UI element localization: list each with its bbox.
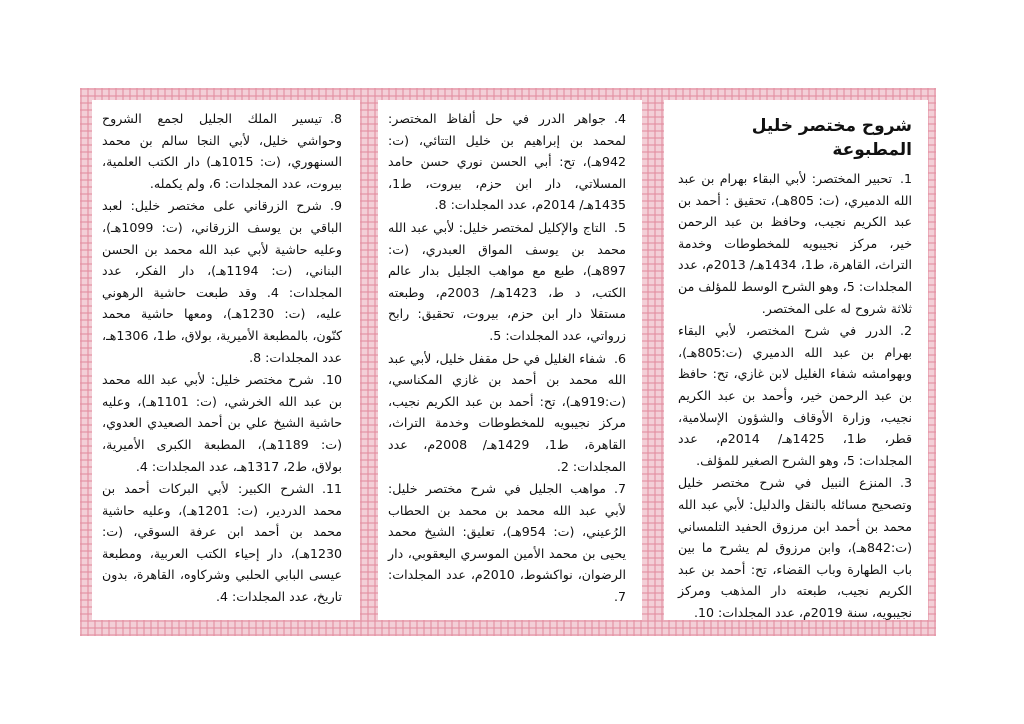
entry-4 bbox=[388, 108, 626, 216]
entry-text: الشرح الكبير: لأبي البركات أحمد بن محمد الدردير، (ت: 1201هـ)، وعليه حاشية محمد بن أحمد ابن عرفة السوقي، (ت: 1230هـ)، دار إحياء الكتب العربية، ومطبعة عيسى البابي الحلبي وشركاوه، القاهرة، بدون تاريخ، عدد المجلدات: 4. bbox=[102, 481, 343, 605]
document-title: شروح مختصر خليل المطبوعة bbox=[751, 116, 912, 160]
entry-7 bbox=[388, 478, 626, 608]
entry-number: 10. bbox=[321, 372, 342, 388]
entry-number: 4. bbox=[613, 111, 626, 126]
entry-1 bbox=[678, 168, 912, 319]
entry-2 bbox=[678, 320, 912, 471]
entry-text: تحبير المختصر: لأبي البقاء بهرام بن عبد الله الدميري، (ت: 805هـ)، تحقيق : أحمد بن عبد الكريم نجيب، وحافظ بن عبد الرحمن خير، مركز نجيبويه للمخطوطات وخدمة التراث، القاهرة، ط1، 1434هـ/ 2013م، عدد المجلدات: 5، وهو الشرح الوسط للمؤلف من ثلاثة شروح له على المختصر. bbox=[678, 171, 912, 316]
entry-number: 7. bbox=[613, 481, 626, 497]
entry-number: 3. bbox=[899, 475, 912, 491]
entry-text: التاج والإكليل لمختصر خليل: لأبي عبد الله محمد بن يوسف المواق العبدري، (ت: 897هـ)، طبع مع مواهب الجليل بدار عالم الكتب، د ط، 1423هـ/ 2003م، وطبعته مستقلا دار ابن حزم، بيروت، تحقيق: رابح زرواتي، عدد المجلدات: 5. bbox=[388, 219, 626, 343]
column-left bbox=[92, 100, 360, 620]
entry-number: 5. bbox=[613, 219, 626, 235]
column-middle bbox=[378, 100, 642, 620]
entry-text: الدرر في شرح المختصر، لأبي البقاء بهرام بن عبد الله الدميري (ت:805هـ)، وبهوامشه شفاء الغليل لابن غازي، تح: حافظ بن عبد الرحمن خير، وأحمد بن عبد الكريم نجيب، وزارة الأوقاف والشؤون الإسلامية، قطر، ط1، 1425هـ/ 2014م، عدد المجلدات: 5، وهو الشرح الصغير للمؤلف. bbox=[678, 323, 913, 468]
entry-text: شرح الزرقاني على مختصر خليل: لعبد الباقي بن يوسف الزرقاني، (ت: 1099هـ)، وعليه حاشية لأبي عبد الله محمد بن الحسن البناني، (ت: 1194هـ)، دار الفكر، عدد المجلدات: 4. وقد طبعت حاشية الرهوني عليه، (ت: 1230هـ)، ومعها حاشية محمد كنّون، بالمطبعة الأميرية، بولاق، ط1، 1306هـ، عدد المجلدات: 8. bbox=[102, 198, 343, 365]
entry-text: مواهب الجليل في شرح مختصر خليل: لأبي عبد الله محمد بن محمد بن الحطاب الرُعيني، (ت: 954هـ)، تعليق: الشيخ محمد يحيى بن محمد الأمين الموسري اليعقوبي، دار الرضوان، نواكشوط، 2010م، عدد المجلدات: 7. bbox=[388, 481, 626, 605]
entry-text: المنزع النبيل في شرح مختصر خليل وتصحيح مسائله بالنقل والدليل: لأبي عبد الله محمد بن أحمد ابن مرزوق الحفيد التلمساني (ت:842هـ)، وابن مرزوق لم يشرح ما بين باب الطهارة وباب القضاء، تح: أحمد بن عبد الكريم نجيب، طبعته دار المذهب ومركز نجيبويه، سنة 2019م، عدد المجلدات: 10. bbox=[678, 475, 912, 620]
entry-5 bbox=[388, 217, 626, 347]
entry-text: تيسير الملك الجليل لجمع الشروح وحواشي خليل، لأبي النجا سالم بن محمد السنهوري، (ت: 1015هـ) دار الكتب العلمية، بيروت، عدد المجلدات: 6، ولم يكمله. bbox=[102, 111, 342, 191]
entry-number: 1. bbox=[899, 171, 912, 186]
entry-number: 9. bbox=[329, 198, 342, 214]
entry-11 bbox=[102, 478, 342, 608]
checkered-frame bbox=[80, 88, 936, 636]
column-right bbox=[664, 100, 928, 620]
entry-text: جواهر الدرر في حل ألفاظ المختصر: لمحمد بن إبراهيم بن خليل التتائي، (ت: 942هـ)، تح: أبي الحسن نوري حسن حامد المسلاتي، دار ابن حزم، بيروت، ط1، 1435هـ/ 2014م، عدد المجلدات: 8. bbox=[388, 111, 626, 213]
entry-number: 8. bbox=[329, 111, 342, 126]
entry-number: 11. bbox=[321, 481, 342, 497]
entry-9 bbox=[102, 195, 342, 368]
entry-text: شرح مختصر خليل: لأبي عبد الله محمد بن عبد الله الخرشي، (ت: 1101هـ)، وعليه حاشية الشيخ علي بن أحمد الصعيدي العدوي، (ت: 1189هـ)، المطبعة الكبرى الأميرية، بولاق، ط2، 1317هـ، عدد المجلدات: 4. bbox=[102, 372, 342, 474]
entry-number: 6. bbox=[613, 350, 626, 366]
entry-number: 2. bbox=[899, 323, 912, 339]
entry-3 bbox=[678, 472, 912, 623]
entry-10 bbox=[102, 369, 342, 477]
entry-6 bbox=[388, 348, 626, 478]
entry-8 bbox=[102, 108, 342, 194]
entry-text: شفاء الغليل في حل مقفل خليل، لأبي عبد الله محمد بن أحمد بن غازي المكناسي، (ت:919هـ)، تح: أحمد بن عبد الكريم نجيب، مركز نجيبويه للمخطوطات وخدمة التراث، القاهرة، ط1، 1429هـ/ 2008م، عدد المجلدات: 2. bbox=[388, 350, 626, 474]
